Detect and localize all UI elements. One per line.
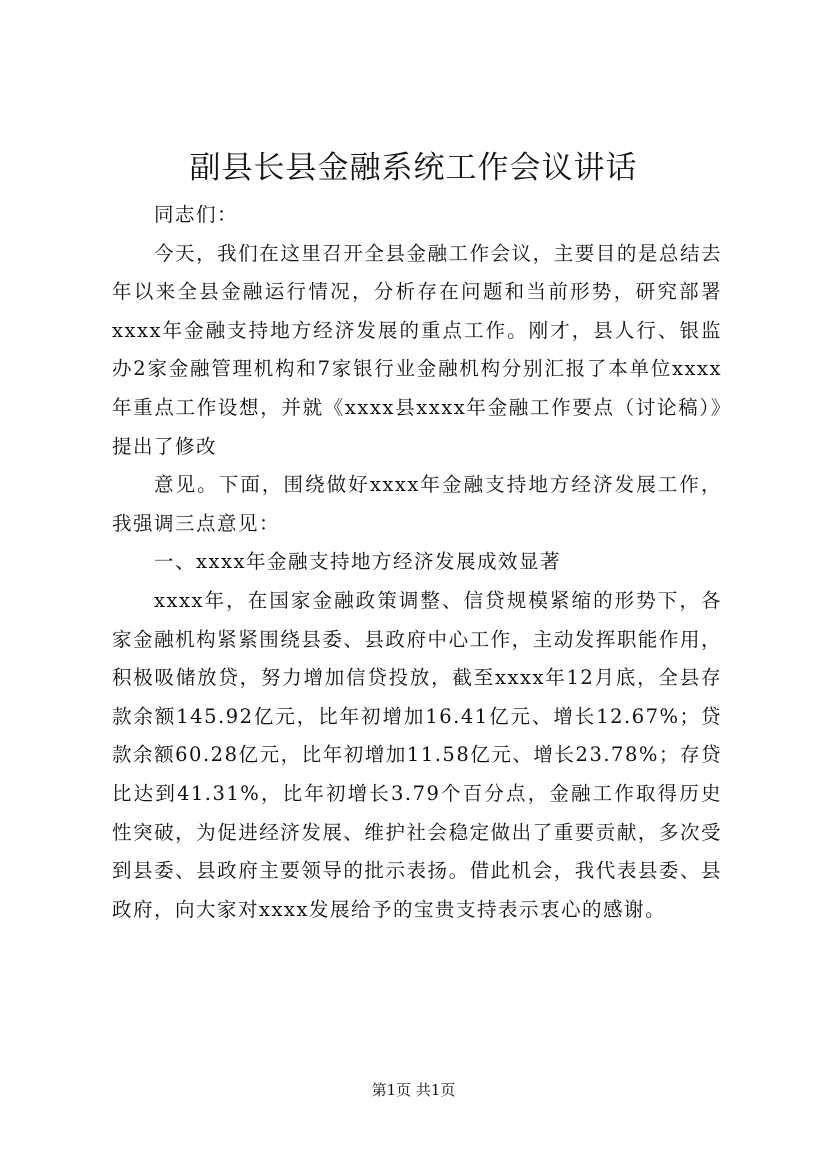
page-footer: 第1页 共1页 (371, 1081, 456, 1099)
paragraph-achievements: xxxx年，在国家金融政策调整、信贷规模紧缩的形势下，各家金融机构紧紧围绕县委、县政府中心工作，主动发挥职能作用，积极吸储放贷，努力增加信贷投放，截至xxxx年12月底，全县存款余额145.92亿元，比年初增加16.41亿元、增长12.67%；贷款余额60.28亿元，比年初增加11.58亿元、增长23.78%；存贷比达到41.31%，比年初增长3.79个百分点，金融工作取得历史性突破，为促进经济发展、维护社会稳定做出了重要贡献，多次受到县委、县政府主要领导的批示表扬。借此机会，我代表县委、县政府，向大家对xxxx发展给予的宝贵支持表示衷心的感谢。 (112, 588, 722, 921)
document-body (112, 196, 722, 929)
salutation: 同志们： (154, 203, 239, 226)
paragraph-intro: 意见。下面，围绕做好xxxx年金融支持地方经济发展工作，我强调三点意见： (112, 473, 722, 535)
section-heading-1: 一、xxxx年金融支持地方经济发展成效显著 (154, 550, 561, 574)
document-title: 副县长县金融系统工作会议讲话 (189, 150, 638, 186)
paragraph-opening: 今天，我们在这里召开全县金融工作会议，主要目的是总结去年以来全县金融运行情况，分析存在问题和当前形势，研究部署xxxx年金融支持地方经济发展的重点工作。刚才，县人行、银监办2家金融管理机构和7家银行业金融机构分别汇报了本单位xxxx年重点工作设想，并就《xxxx县xxxx年金融工作要点（讨论稿）》提出了修改 (112, 241, 722, 458)
